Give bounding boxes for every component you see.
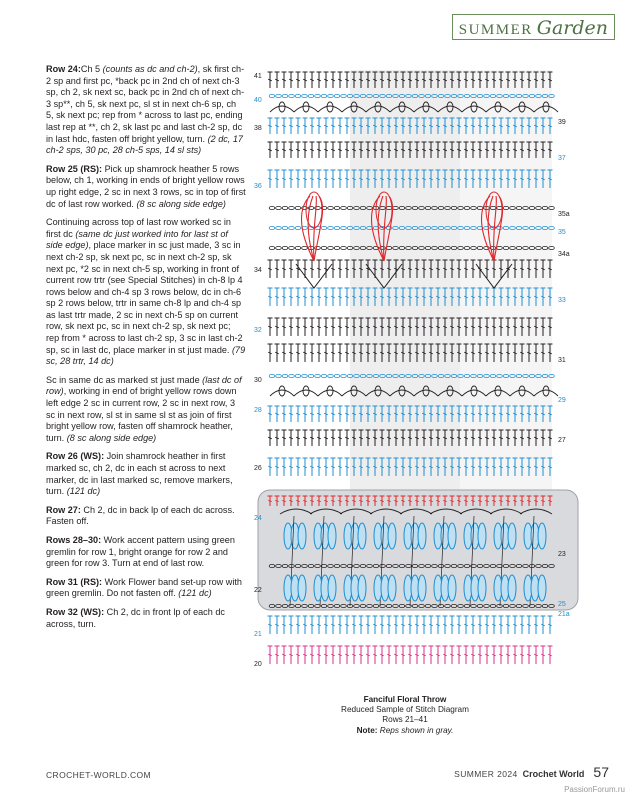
chain-stitch xyxy=(341,246,347,249)
row-label-left: 24 xyxy=(254,515,262,522)
magazine-section-header xyxy=(452,14,615,40)
chain-stitch xyxy=(328,246,334,249)
chain-stitch xyxy=(334,246,340,249)
chain-arc xyxy=(270,390,294,396)
footer-brand: Crochet World xyxy=(522,769,585,779)
chain-stitch xyxy=(269,206,275,209)
footer-issue xyxy=(454,764,609,780)
flower-motif xyxy=(296,192,332,288)
row-label-right: 27 xyxy=(558,437,566,444)
puff-cluster xyxy=(298,523,306,549)
chain-stitch xyxy=(282,206,288,209)
instruction-paragraph xyxy=(46,217,246,368)
instruction-label: Row 27: xyxy=(46,504,81,515)
instruction-paragraph xyxy=(46,64,246,157)
chain-stitch xyxy=(308,94,314,97)
chain-stitch xyxy=(315,246,321,249)
chain-stitch xyxy=(282,94,288,97)
instruction-note: (last dc of row) xyxy=(46,374,242,397)
instruction-tail: (2 dc, 17 ch-2 sps, 30 pc, 28 ch-5 sps, 14 sl sts) xyxy=(46,133,243,156)
chain-stitch xyxy=(269,94,275,97)
chain-stitch xyxy=(295,226,301,229)
row-label-left: 38 xyxy=(254,125,262,132)
puff-cluster xyxy=(508,523,516,549)
row-label-left: 41 xyxy=(254,73,262,80)
instruction-tail: (79 sc, 28 trtr, 14 dc) xyxy=(46,344,246,367)
row-label-right: 35a xyxy=(558,211,570,218)
instruction-text: Work Flower band set-up row with green gremlin. Do not fasten off. xyxy=(46,576,242,599)
footer-issue-date: SUMMER 2024 xyxy=(454,769,518,779)
puff-cluster xyxy=(298,575,306,601)
row-label-left: 26 xyxy=(254,465,262,472)
chain-stitch xyxy=(328,374,334,377)
chain-stitch xyxy=(289,374,295,377)
instruction-paragraph xyxy=(46,607,246,630)
puff-stitch xyxy=(279,386,285,396)
chain-stitch xyxy=(269,226,275,229)
chain-stitch xyxy=(276,226,282,229)
chain-stitch xyxy=(276,94,282,97)
flower-stem xyxy=(296,264,332,288)
instruction-text: Pick up shamrock heather 5 rows below, ch 1, working in ends of bright yellow rows up right edge, 2 sc in next 3 rows, sc in top of first dc of last row worked. xyxy=(46,163,246,209)
instruction-tail: (8 sc along side edge) xyxy=(136,198,226,209)
row-label-right: 33 xyxy=(558,297,566,304)
chain-stitch xyxy=(321,246,327,249)
chain-stitch xyxy=(334,226,340,229)
caption-rows: Rows 21–41 xyxy=(382,715,428,725)
instruction-tail: (121 dc) xyxy=(178,588,212,599)
chain-stitch xyxy=(282,246,288,249)
instruction-text: Continuing across top of last row worked sc in first dc xyxy=(46,217,231,239)
row-label-right: 23 xyxy=(558,551,566,558)
instruction-text: Work accent pattern using green gremlin for row 1, bright orange for row 2 and green for row 3. Turn at end of last row. xyxy=(46,534,235,569)
chain-arc xyxy=(270,106,294,112)
instruction-text: Sc in same dc as marked st just made xyxy=(46,374,203,385)
row-label-left: 20 xyxy=(254,661,262,668)
instruction-paragraph xyxy=(46,451,246,497)
chain-stitch xyxy=(269,374,275,377)
chain-stitch xyxy=(328,206,334,209)
chain-stitch xyxy=(315,94,321,97)
chain-stitch xyxy=(334,374,340,377)
chain-stitch xyxy=(302,374,308,377)
gray-rep-area xyxy=(350,70,460,490)
puff-cluster xyxy=(418,575,426,601)
chain-stitch xyxy=(282,226,288,229)
chain-stitch xyxy=(341,226,347,229)
puff-cluster xyxy=(538,523,546,549)
instruction-text: Ch 2, dc in back lp of each dc across. Fasten off. xyxy=(46,504,235,527)
row-label-left: 28 xyxy=(254,407,262,414)
puff-cluster xyxy=(328,523,336,549)
stitch-diagram xyxy=(252,66,592,686)
caption-note xyxy=(270,726,540,736)
chain-stitch xyxy=(341,94,347,97)
row-label-right: 34a xyxy=(558,251,570,258)
row-label-right: 39 xyxy=(558,119,566,126)
instruction-text: Ch 2, dc in front lp of each dc across, turn. xyxy=(46,606,225,629)
puff-cluster xyxy=(388,523,396,549)
row-label-left: 30 xyxy=(254,377,262,384)
instruction-text2: , working in end of bright yellow rows down left edge 2 sc in current row, 2 sc in next row, 3 sc in next row, sl st in same sl st as join of first bright yellow row, fasten off shamrock heather, turn. xyxy=(46,386,237,443)
row-label-right: 21a xyxy=(558,611,570,618)
puff-cluster xyxy=(358,523,366,549)
puff-cluster xyxy=(418,523,426,549)
chain-stitch xyxy=(315,374,321,377)
flower-center xyxy=(306,192,322,228)
instruction-label: Row 24: xyxy=(46,64,81,74)
watermark: PassionForum.ru xyxy=(564,785,625,794)
puff-cluster xyxy=(328,575,336,601)
chain-stitch xyxy=(269,246,275,249)
chain-stitch xyxy=(321,94,327,97)
puff-cluster xyxy=(478,575,486,601)
row-label-right: 35 xyxy=(558,229,566,236)
row-label-left: 21 xyxy=(254,631,262,638)
instruction-paragraph xyxy=(46,505,246,528)
instruction-paragraph xyxy=(46,375,246,445)
row-label-right: 25 xyxy=(558,601,566,608)
instruction-paragraph xyxy=(46,577,246,600)
chain-stitch xyxy=(302,94,308,97)
chain-arc xyxy=(318,106,342,112)
chain-stitch xyxy=(276,374,282,377)
row-21 xyxy=(268,616,553,634)
chain-stitch xyxy=(289,246,295,249)
instruction-text2: , place marker in sc just made, 3 sc in next ch-2 sp, sk next pc, sc in next ch-2 sp, sk next pc, *2 sc in next ch-5 sp, working in front of current row trtr (see Special Stitches) in ch-8 lp 4 rows below and ch-4 sp 3 rows below, dc in ch-6 sp 2 rows below, trtr in same ch-8 lp and ch-4 sp as last trtr made, 2 sc in next ch-5 sp on current row, sk next pc, sc in next ch-2 sp, sk next pc; rep from * across to last ch-2 sp, 3 sc in last ch-2 sp, sc in last dc, place marker in st just made. xyxy=(46,240,243,355)
chain-stitch xyxy=(321,226,327,229)
puff-cluster xyxy=(448,523,456,549)
header-garden: Garden xyxy=(536,17,608,39)
chain-stitch xyxy=(328,226,334,229)
puff-cluster xyxy=(448,575,456,601)
chain-arc xyxy=(294,106,318,112)
chain-stitch xyxy=(341,374,347,377)
instruction-label: Row 31 (RS): xyxy=(46,576,103,587)
chain-stitch xyxy=(321,374,327,377)
puff-cluster xyxy=(388,575,396,601)
chain-stitch xyxy=(328,94,334,97)
chain-stitch xyxy=(308,374,314,377)
instruction-label: Row 26 (WS): xyxy=(46,451,105,462)
instruction-note: (same dc just worked into for last st of side edge) xyxy=(46,228,228,251)
row-label-right: 29 xyxy=(558,397,566,404)
caption-note-label: Note: xyxy=(356,725,378,735)
chain-stitch xyxy=(289,226,295,229)
chain-stitch xyxy=(295,246,301,249)
chain-stitch xyxy=(282,374,288,377)
puff-stitch xyxy=(327,102,333,112)
puff-cluster xyxy=(508,575,516,601)
chain-stitch xyxy=(334,94,340,97)
row-label-left: 36 xyxy=(254,183,262,190)
row-label-left: 32 xyxy=(254,327,262,334)
instruction-note: (counts as dc and ch-2) xyxy=(102,64,198,74)
instruction-label: Row 25 (RS): xyxy=(46,163,103,174)
row-20 xyxy=(268,646,553,664)
chain-arc xyxy=(318,390,342,396)
caption-note-text: Reps shown in gray. xyxy=(377,725,454,735)
chain-stitch xyxy=(302,246,308,249)
gray-rep-area xyxy=(460,70,552,490)
instruction-text2: , sk first ch-2 sp and first pc, *back pc in 2nd ch of next ch-3 sp, ch 2, sk next sc, back pc in 2nd ch of next ch-3 sp**, ch 5, sk next pc, sl st in next ch-6 sp, ch 5, sk next pc; rep from * across to last pc, ending last rep at **, ch 2, sk last pc and last ch-2 sp, dc in last hdc, fasten off bright yellow, turn. xyxy=(46,64,245,144)
header-summer: SUMMER xyxy=(458,22,533,38)
instruction-text: Ch 5 xyxy=(80,64,103,74)
page-number: 57 xyxy=(593,764,609,780)
chain-stitch xyxy=(289,94,295,97)
row-label-right: 37 xyxy=(558,155,566,162)
puff-cluster xyxy=(478,523,486,549)
caption-subtitle: Reduced Sample of Stitch Diagram xyxy=(341,705,469,715)
instruction-paragraph xyxy=(46,164,246,210)
puff-stitch xyxy=(327,386,333,396)
puff-stitch xyxy=(279,102,285,112)
caption-title: Fanciful Floral Throw xyxy=(363,695,447,704)
puff-stitch xyxy=(303,102,309,112)
chain-stitch xyxy=(276,206,282,209)
footer-website: CROCHET-WORLD.COM xyxy=(46,770,152,780)
row-label-left: 40 xyxy=(254,97,262,104)
chain-stitch xyxy=(341,206,347,209)
instruction-text: Join shamrock heather in first marked sc, ch 2, dc in each st across to next marker, dc in last marked sc, remove markers, turn. xyxy=(46,451,233,497)
diagram-caption xyxy=(270,695,540,736)
instruction-label: Row 32 (WS): xyxy=(46,606,105,617)
puff-cluster xyxy=(358,575,366,601)
puff-cluster xyxy=(538,575,546,601)
chain-stitch xyxy=(295,374,301,377)
pattern-instructions xyxy=(46,64,246,637)
instruction-label: Rows 28–30: xyxy=(46,534,102,545)
puff-stitch xyxy=(303,386,309,396)
chain-stitch xyxy=(295,94,301,97)
chain-stitch xyxy=(289,206,295,209)
row-label-left: 22 xyxy=(254,587,262,594)
chain-stitch xyxy=(276,246,282,249)
row-label-right: 31 xyxy=(558,357,566,364)
row-label-left: 34 xyxy=(254,267,262,274)
instruction-paragraph xyxy=(46,535,246,570)
chain-stitch xyxy=(334,206,340,209)
chain-stitch xyxy=(295,206,301,209)
instruction-tail: (8 sc along side edge) xyxy=(66,432,157,443)
instruction-tail: (121 dc) xyxy=(66,486,101,497)
chain-arc xyxy=(294,390,318,396)
